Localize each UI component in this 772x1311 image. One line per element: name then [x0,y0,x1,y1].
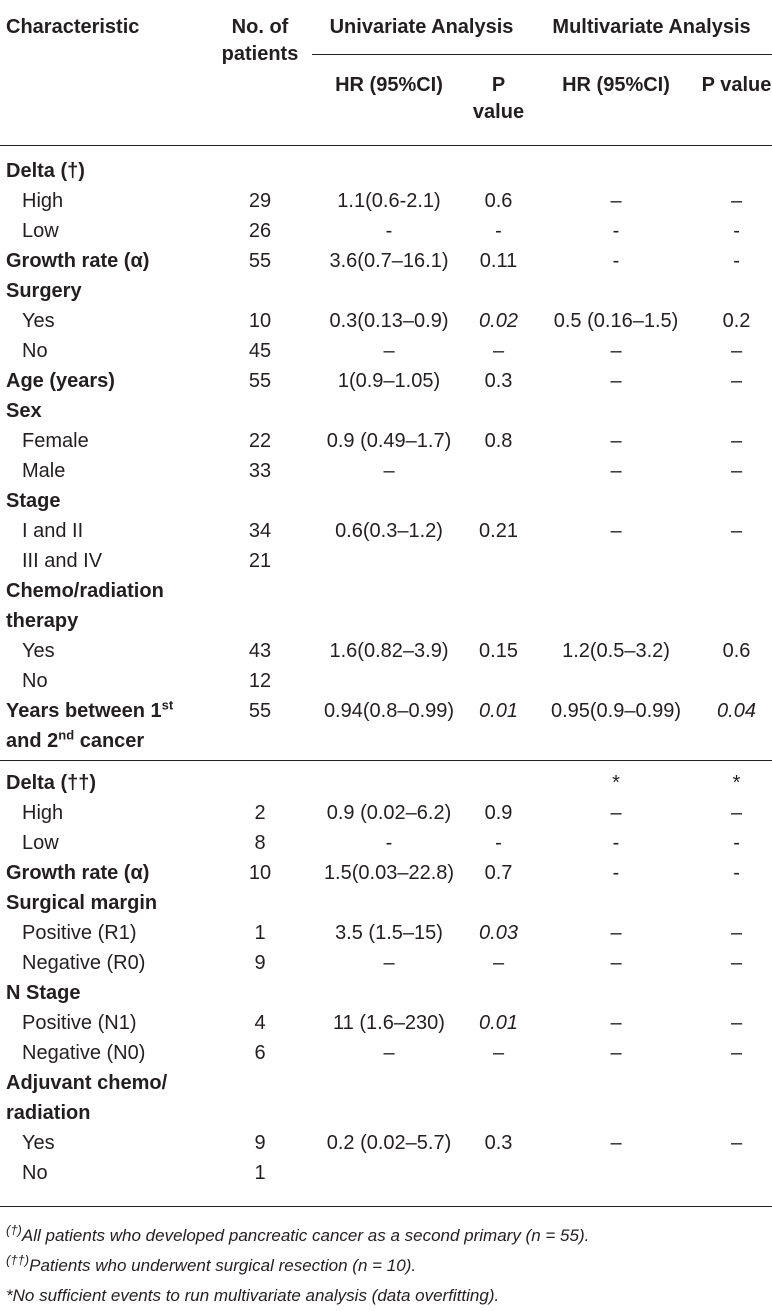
table-row [0,828,772,858]
row-multi-hr: – [531,1128,701,1158]
table-row [0,1068,772,1098]
row-multi-p [701,1158,772,1207]
row-multi-p: 0.04 [701,696,772,761]
table-row [0,978,772,1008]
row-uni-hr: 0.6(0.3–1.2) [312,516,466,546]
table-row [0,426,772,456]
row-uni-hr: – [312,1038,466,1068]
table-row [0,276,772,306]
row-patients [208,146,312,187]
row-label: Yes [0,636,208,666]
row-multi-hr [531,396,701,426]
row-uni-p [466,666,531,696]
table-row [0,1038,772,1068]
row-multi-hr: – [531,336,701,366]
row-uni-p [466,1158,531,1207]
table-row [0,486,772,516]
row-multi-hr [531,486,701,516]
row-multi-p: – [701,426,772,456]
table-row [0,858,772,888]
table-row [0,1098,772,1128]
row-patients: 12 [208,666,312,696]
row-label: High [0,798,208,828]
row-uni-hr: 3.6(0.7–16.1) [312,246,466,276]
row-uni-hr: 1.5(0.03–22.8) [312,858,466,888]
footnote-1: (†)All patients who developed pancreatic cancer as a second primary (n = 55). [0,1207,772,1252]
row-label: No [0,336,208,366]
row-uni-p: - [466,828,531,858]
row-multi-p [701,486,772,516]
footnote-3: *No sufficient events to run multivariate analysis (data overfitting). [0,1281,772,1311]
row-label: N Stage [0,978,208,1008]
row-multi-p [701,396,772,426]
row-uni-hr: 0.94(0.8–0.99) [312,696,466,761]
table-row [0,516,772,546]
table-row [0,1128,772,1158]
row-multi-p: – [701,1008,772,1038]
row-multi-hr: – [531,456,701,486]
row-uni-p: 0.11 [466,246,531,276]
row-patients: 45 [208,336,312,366]
row-multi-hr: 1.2(0.5–3.2) [531,636,701,666]
row-patients: 4 [208,1008,312,1038]
row-multi-hr: – [531,918,701,948]
row-multi-hr: - [531,246,701,276]
row-multi-hr [531,606,701,636]
row-uni-hr [312,761,466,799]
row-multi-hr [531,978,701,1008]
row-uni-hr: - [312,216,466,246]
row-label: Chemo/radiation [0,576,208,606]
row-label: Growth rate (α) [0,858,208,888]
row-uni-hr: 0.2 (0.02–5.7) [312,1128,466,1158]
row-patients: 1 [208,918,312,948]
row-multi-hr [531,276,701,306]
row-label: I and II [0,516,208,546]
row-label: Low [0,828,208,858]
row-uni-p: 0.9 [466,798,531,828]
row-uni-hr [312,1068,466,1098]
table-row [0,918,772,948]
row-multi-hr: – [531,366,701,396]
table-row [0,456,772,486]
table-row [0,146,772,187]
table-footnotes [0,1207,772,1311]
row-uni-p: – [466,1038,531,1068]
row-patients: 55 [208,366,312,396]
row-uni-p: 0.02 [466,306,531,336]
row-uni-p: 0.01 [466,1008,531,1038]
row-uni-hr: 1.1(0.6-2.1) [312,186,466,216]
row-uni-p: 0.6 [466,186,531,216]
row-multi-p [701,666,772,696]
row-multi-hr [531,1068,701,1098]
row-multi-p [701,276,772,306]
row-patients: 43 [208,636,312,666]
row-patients: 10 [208,306,312,336]
row-uni-hr: – [312,336,466,366]
row-multi-hr: – [531,516,701,546]
row-multi-hr: - [531,216,701,246]
row-multi-hr: – [531,186,701,216]
row-patients: 10 [208,858,312,888]
row-label: Stage [0,486,208,516]
row-patients: 6 [208,1038,312,1068]
table-row [0,948,772,978]
row-multi-p: – [701,456,772,486]
row-multi-p: - [701,828,772,858]
row-patients: 21 [208,546,312,576]
row-label: Yes [0,306,208,336]
row-multi-p: – [701,918,772,948]
row-uni-hr [312,666,466,696]
row-multi-p [701,576,772,606]
table-row [0,761,772,799]
row-multi-p [701,546,772,576]
row-uni-p [466,546,531,576]
row-multi-hr [531,576,701,606]
row-uni-p [466,276,531,306]
table-row [0,336,772,366]
row-uni-p [466,888,531,918]
row-uni-p: 0.3 [466,1128,531,1158]
row-label: Surgery [0,276,208,306]
years-between-cancers-row-group [0,696,772,761]
row-uni-hr [312,276,466,306]
row-uni-p: - [466,216,531,246]
row-label: Sex [0,396,208,426]
row-multi-p [701,1098,772,1128]
table-row [0,246,772,276]
row-uni-p: 0.15 [466,636,531,666]
table-row [0,306,772,336]
row-uni-p: – [466,336,531,366]
row-uni-p: 0.01 [466,696,531,761]
header-multi-hr: HR (95%CI) [531,55,701,146]
row-multi-p: * [701,761,772,799]
row-patients: 26 [208,216,312,246]
row-uni-hr [312,546,466,576]
row-multi-p: 0.6 [701,636,772,666]
row-multi-hr: – [531,426,701,456]
row-label: Surgical margin [0,888,208,918]
row-uni-p: 0.8 [466,426,531,456]
row-multi-p [701,978,772,1008]
table-row [0,666,772,696]
row-multi-p: - [701,858,772,888]
row-multi-hr: 0.95(0.9–0.99) [531,696,701,761]
row-label: No [0,666,208,696]
row-label: III and IV [0,546,208,576]
row-label: No [0,1158,208,1207]
row-multi-hr [531,146,701,187]
row-multi-hr [531,1158,701,1207]
row-multi-p: - [701,216,772,246]
row-patients: 29 [208,186,312,216]
row-multi-p: – [701,798,772,828]
table-row [0,888,772,918]
row-multi-hr: * [531,761,701,799]
row-label: Negative (R0) [0,948,208,978]
header-multivariate: Multivariate Analysis [531,0,772,55]
header-uni-hr: HR (95%CI) [312,55,466,146]
row-uni-p [466,146,531,187]
row-uni-hr: - [312,828,466,858]
row-multi-hr: – [531,1038,701,1068]
table-row [0,396,772,426]
row-label: radiation [0,1098,208,1128]
row-uni-p [466,486,531,516]
row-uni-hr: – [312,948,466,978]
row-uni-p: – [466,948,531,978]
row-uni-hr [312,888,466,918]
row-uni-hr: 0.3(0.13–0.9) [312,306,466,336]
footnote-2: (††)Patients who underwent surgical resection (n = 10). [0,1251,772,1281]
row-patients: 2 [208,798,312,828]
row-label: Female [0,426,208,456]
row-patients [208,1068,312,1098]
row-patients: 55 [208,246,312,276]
row-multi-p: – [701,366,772,396]
row-uni-hr [312,1158,466,1207]
row-multi-hr [531,666,701,696]
row-uni-hr: 0.9 (0.49–1.7) [312,426,466,456]
row-multi-p: – [701,948,772,978]
row-uni-hr [312,978,466,1008]
row-label: High [0,186,208,216]
row-patients [208,276,312,306]
row-patients: 9 [208,948,312,978]
row-label: Positive (R1) [0,918,208,948]
table-row [0,696,772,761]
row-uni-p: 0.3 [466,366,531,396]
row-uni-p [466,1098,531,1128]
row-uni-hr [312,146,466,187]
table-row [0,798,772,828]
row-uni-hr: 0.9 (0.02–6.2) [312,798,466,828]
row-multi-hr: – [531,1008,701,1038]
table-row [0,186,772,216]
table-row [0,1008,772,1038]
table-row [0,636,772,666]
table-row [0,606,772,636]
row-multi-p: – [701,1128,772,1158]
row-label: therapy [0,606,208,636]
row-uni-p [466,761,531,799]
row-uni-p: 0.7 [466,858,531,888]
row-patients [208,1098,312,1128]
row-label: Growth rate (α) [0,246,208,276]
row-patients [208,606,312,636]
table-header [0,0,772,146]
row-label: Delta (††) [0,761,208,799]
row-patients [208,761,312,799]
row-multi-p [701,888,772,918]
row-uni-p [466,396,531,426]
row-uni-p [466,576,531,606]
header-patients: No. of patients [208,0,312,146]
row-label: Negative (N0) [0,1038,208,1068]
row-multi-hr: 0.5 (0.16–1.5) [531,306,701,336]
row-uni-hr: – [312,456,466,486]
table-row [0,216,772,246]
header-characteristic: Characteristic [0,0,208,146]
row-uni-hr: 11 (1.6–230) [312,1008,466,1038]
row-multi-hr [531,1098,701,1128]
row-multi-p [701,146,772,187]
row-uni-hr [312,606,466,636]
row-multi-p: – [701,336,772,366]
row-uni-p [466,606,531,636]
row-label: Age (years) [0,366,208,396]
row-uni-p: 0.21 [466,516,531,546]
row-multi-hr: - [531,858,701,888]
row-patients [208,978,312,1008]
row-label: Positive (N1) [0,1008,208,1038]
row-patients: 9 [208,1128,312,1158]
row-label: Male [0,456,208,486]
row-uni-p [466,1068,531,1098]
row-patients: 33 [208,456,312,486]
row-uni-hr [312,486,466,516]
row-patients: 22 [208,426,312,456]
row-label: Adjuvant chemo/ [0,1068,208,1098]
row-multi-hr [531,888,701,918]
row-multi-hr: – [531,948,701,978]
row-patients [208,396,312,426]
row-multi-p: 0.2 [701,306,772,336]
row-patients [208,486,312,516]
table-row [0,546,772,576]
header-multi-p: P value [701,55,772,146]
row-uni-hr [312,1098,466,1128]
row-uni-p [466,978,531,1008]
row-multi-hr: - [531,828,701,858]
row-multi-p: - [701,246,772,276]
row-label: Delta (†) [0,146,208,187]
row-multi-p: – [701,1038,772,1068]
row-uni-hr: 3.5 (1.5–15) [312,918,466,948]
table-row [0,1158,772,1207]
table-row [0,576,772,606]
row-uni-hr: 1.6(0.82–3.9) [312,636,466,666]
row-multi-hr: – [531,798,701,828]
row-uni-hr: 1(0.9–1.05) [312,366,466,396]
table-body-surgical-patients [0,761,772,1207]
row-label: Low [0,216,208,246]
row-multi-hr [531,546,701,576]
row-uni-p: 0.03 [466,918,531,948]
row-label: Years between 1st and 2nd cancer [0,696,208,761]
row-patients [208,888,312,918]
row-patients: 8 [208,828,312,858]
row-patients [208,576,312,606]
row-uni-hr [312,576,466,606]
row-patients: 1 [208,1158,312,1207]
row-uni-hr [312,396,466,426]
header-univariate: Univariate Analysis [312,0,531,55]
row-multi-p [701,1068,772,1098]
row-multi-p [701,606,772,636]
header-uni-p: P value [466,55,531,146]
row-multi-p: – [701,516,772,546]
row-uni-p [466,456,531,486]
table-row [0,366,772,396]
row-multi-p: – [701,186,772,216]
row-patients: 34 [208,516,312,546]
row-label: Yes [0,1128,208,1158]
row-patients: 55 [208,696,312,761]
table-body-all-patients [0,146,772,697]
